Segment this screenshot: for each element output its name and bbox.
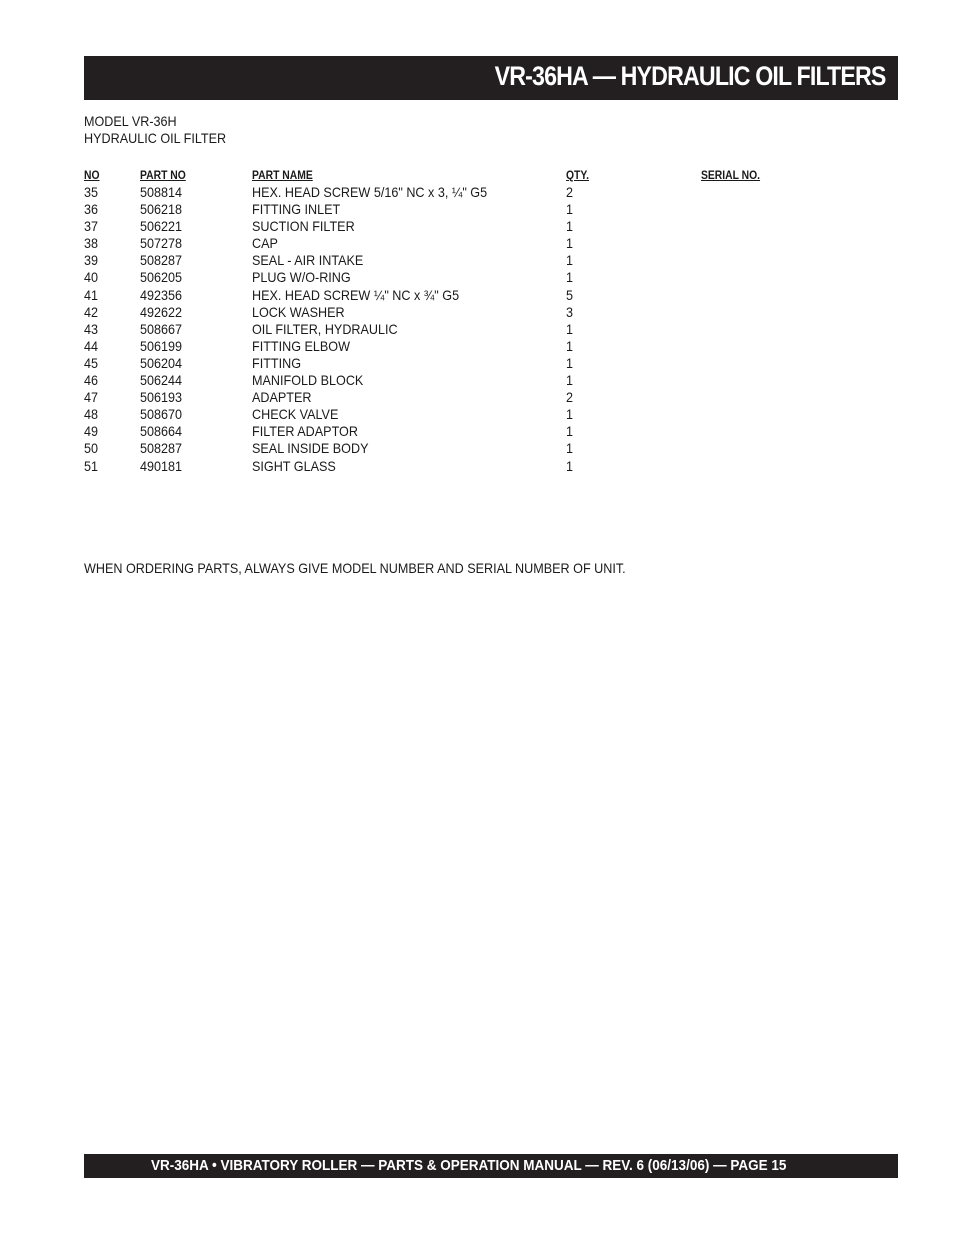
cell-part-no: 508670 [140,406,183,423]
cell-part-name: CHECK VALVE [252,406,339,423]
cell-part-no: 506205 [140,269,183,286]
cell-no: 42 [84,303,99,320]
cell-part-name: ADAPTER [252,389,312,406]
model-subtitle: HYDRAULIC OIL FILTER [84,130,227,146]
cell-no: 50 [84,440,99,457]
table-row [84,184,804,201]
cell-qty: 1 [566,406,574,423]
cell-qty: 1 [566,354,574,371]
table-row [84,406,804,423]
cell-part-name: PLUG W/O-RING [252,269,351,286]
cell-qty: 5 [566,286,574,303]
cell-qty: 2 [566,389,574,406]
cell-part-name: HEX. HEAD SCREW 5/16" NC x 3, ¼" G5 [252,184,488,200]
table-row [84,218,804,235]
cell-no: 44 [84,337,99,354]
cell-part-name: SEAL - AIR INTAKE [252,252,364,269]
cell-no: 36 [84,201,99,218]
cell-qty: 1 [566,218,574,235]
table-header-row [84,166,804,184]
cell-qty: 1 [566,252,574,269]
cell-qty: 1 [566,269,574,286]
cell-part-name: HEX. HEAD SCREW ¼" NC x ¾" G5 [252,286,460,303]
cell-no: 37 [84,218,99,235]
cell-no: 43 [84,320,99,337]
cell-no: 40 [84,269,99,286]
cell-part-no: 508287 [140,440,183,457]
cell-part-no: 508667 [140,320,183,337]
cell-part-no: 506204 [140,354,183,371]
cell-no: 39 [84,252,99,269]
cell-part-no: 507278 [140,235,183,252]
cell-qty: 1 [566,457,574,474]
cell-qty: 1 [566,440,574,457]
cell-qty: 1 [566,423,574,440]
cell-part-no: 506244 [140,372,183,389]
col-header-part-name: PART NAME [252,170,313,182]
cell-qty: 1 [566,201,574,218]
cell-qty: 1 [566,320,574,337]
cell-part-name: FILTER ADAPTOR [252,423,358,440]
cell-part-no: 506199 [140,337,183,354]
table-row [84,440,804,457]
col-header-qty: QTY. [566,170,590,182]
cell-part-name: FITTING INLET [252,201,341,218]
cell-qty: 3 [566,303,574,320]
parts-table [84,166,804,475]
cell-part-no: 506221 [140,218,183,235]
cell-part-name: SIGHT GLASS [252,457,336,474]
cell-no: 47 [84,389,99,406]
cell-part-no: 506193 [140,389,183,406]
cell-part-name: SEAL INSIDE BODY [252,440,369,457]
table-row [84,287,804,304]
cell-part-name: LOCK WASHER [252,303,345,320]
col-header-serial-no: SERIAL NO. [701,170,761,182]
cell-part-no: 508664 [140,423,183,440]
page-header-bar [84,56,898,100]
cell-part-no: 508287 [140,252,183,269]
page-title: VR-36HA — HYDRAULIC OIL FILTERS [495,61,886,91]
cell-part-name: SUCTION FILTER [252,218,355,235]
cell-part-name: MANIFOLD BLOCK [252,372,364,389]
cell-part-name: OIL FILTER, HYDRAULIC [252,320,398,337]
cell-part-no: 506218 [140,201,183,218]
cell-no: 35 [84,184,99,200]
cell-no: 51 [84,457,99,474]
cell-no: 41 [84,286,99,303]
table-row [84,304,804,321]
cell-part-name: CAP [252,235,278,252]
table-row [84,423,804,440]
footer-text: VR-36HA • VIBRATORY ROLLER — PARTS & OPERATION MANUAL — REV. 6 (06/13/06) — PAGE 15 [151,1157,787,1174]
col-header-part-no: PART NO [140,170,186,182]
model-line: MODEL VR-36H [84,113,177,129]
cell-part-no: 492356 [140,286,183,303]
table-row [84,201,804,218]
cell-part-name: FITTING [252,354,301,371]
table-row [84,372,804,389]
table-row [84,321,804,338]
cell-part-name: FITTING ELBOW [252,337,351,354]
cell-part-no: 490181 [140,457,183,474]
cell-no: 49 [84,423,99,440]
table-row [84,235,804,252]
table-row [84,338,804,355]
table-row [84,252,804,269]
cell-no: 45 [84,354,99,371]
model-info [84,113,226,147]
cell-qty: 1 [566,372,574,389]
cell-part-no: 492622 [140,303,183,320]
cell-qty: 1 [566,235,574,252]
col-header-no: NO [84,170,100,182]
table-row [84,355,804,372]
cell-no: 48 [84,406,99,423]
table-row [84,269,804,286]
table-row [84,389,804,406]
cell-part-no: 508814 [140,184,183,200]
cell-no: 46 [84,372,99,389]
page-footer-bar [84,1154,898,1178]
table-row [84,458,804,475]
cell-qty: 2 [566,184,574,200]
cell-no: 38 [84,235,99,252]
cell-qty: 1 [566,337,574,354]
ordering-note: WHEN ORDERING PARTS, ALWAYS GIVE MODEL NUMBER AND SERIAL NUMBER OF UNIT. [84,560,626,576]
